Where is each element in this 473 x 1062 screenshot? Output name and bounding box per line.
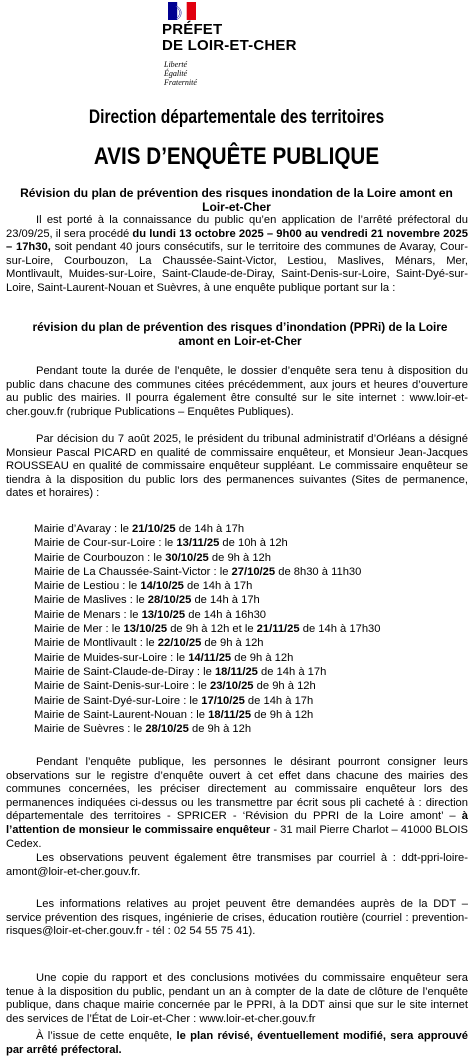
permanence-place: Mairie de Montlivault : le [34,637,158,650]
intro-text-1: Il est porté à la connaissance du public qu’en application de l’arrêté préfectoral du 23/09/25, il sera procédé [6,214,468,240]
marianne-flag-icon [168,2,196,20]
permanence-date: 14/10/25 [140,580,184,593]
permanence-time: de 9h à 12h [188,723,252,736]
informations-text: Les informations relatives au projet peuvent être demandées auprès de la DDT – service prévention des risques, ingénierie de crises, éducation routière (courriel : prevention-risques@loir-et-cher.gouv.fr - tél : 02 54 55 75 41). [6,898,468,938]
permanence-row [34,651,464,665]
permanence-row [34,565,464,579]
conclusion-text: À l’issue de cette enquête, [36,1030,177,1042]
permanence-date: 21/10/25 [132,523,176,535]
permanence-row [34,694,464,708]
intro-paragraph [6,214,468,296]
intro-dates: du lundi 13 octobre 2025 – 9h00 au vendredi 21 novembre 2025 – 17h30, [6,227,468,254]
motto-fraternite: Fraternité [164,78,197,87]
permanence-row [34,593,464,607]
permanence-place: Mairie de Maslives : le [34,594,148,607]
permanence-time: de 9h à 12h [201,637,264,650]
permanence-place: Mairie de Suèvres : le [34,723,146,736]
avis-title: AVIS D’ENQUÊTE PUBLIQUE [93,143,380,170]
permanence-date-2: 21/11/25 [256,623,300,636]
permanence-row [34,722,464,736]
rapport-paragraph [6,972,468,1026]
commissaire-text: Par décision du 7 août 2025, le président du tribunal administratif d’Orléans a désigné Monsieur Pascal PICARD en qualité de commissaire enquêteur, et Monsieur Jean-Jacques ROUSSEAU en qualité de commissaire enquêteur suppléant. Le commissaire enquêteur se tiendra à la disposition du public lors des permanences suivantes (Sites de permanence, dates et horaires) : [6,433,468,500]
permanence-date: 23/10/25 [209,680,254,693]
prefet-line2: DE LOIR-ET-CHER [162,37,297,54]
permanence-time-2: de 14h à 17h30 [299,623,381,636]
permanence-date: 30/10/25 [165,551,209,564]
conclusion-paragraph [6,1030,468,1057]
permanence-time: de 14h à 17h [244,694,314,707]
permanence-date: 14/11/25 [188,651,232,664]
prefecture-logo [162,2,312,92]
permanence-row [34,536,464,550]
revision-subtitle: Révision du plan de prévention des risques inondation de la Loire amont en Loir-et-Cher [20,186,453,214]
permanence-time: de 9h à 12h [253,680,316,693]
permanence-date: 28/10/25 [147,594,192,607]
permanence-time: de 14h à 16h30 [185,608,267,621]
permanence-date: 22/10/25 [157,637,202,650]
permanence-date: 13/10/25 [141,608,186,621]
motto-liberte: Liberté [164,60,188,69]
permanence-date: 18/11/25 [214,665,258,678]
permanence-row [34,551,464,565]
informations-paragraph [6,898,468,939]
permanence-time: de 14h à 17h [175,523,245,535]
permanence-row [34,522,464,536]
republic-motto [164,60,197,87]
permanence-date: 27/10/25 [231,565,276,578]
prefet-line1: PRÉFET [162,21,223,38]
dossier-paragraph [6,365,468,419]
observations-attention: à l’attention de monsieur le commissaire enquêteur [6,810,468,836]
permanence-row [34,622,464,636]
permanence-time: de 9h à 12h et le [167,623,257,636]
permanence-date: 17/10/25 [201,694,245,707]
enquete-object: révision du plan de prévention des risques d’inondation (PPRi) de la Loire amont en Loir-et-Cher [32,320,448,348]
intro-text-2: soit pendant 40 jours consécutifs, sur le territoire des communes de Avaray, Cour-sur-Loire, Courbouzon, La Chaussée-Saint-Victor, Lestiou, Maslives, Ménars, Mer, Montlivault, Muides-sur-Loire, Saint-Claude-de-Diray, Saint-Denis-sur-Loire, Saint-Dyé-sur-Loire, Saint-Laurent-Nouan et Suèvres, à une enquête publique portant sur la : [6,241,468,294]
courriel-paragraph [6,852,468,879]
permanence-row [34,708,464,722]
permanence-row [34,679,464,693]
permanence-place: Mairie de Saint-Denis-sur-Loire : le [34,680,210,693]
permanence-time: de 9h à 12h [208,551,271,564]
observations-text-1: Pendant l’enquête publique, les personnes le désirant pourront consigner leurs observations sur le registre d’enquête ouvert à cet effet dans chacune des mairies des communes concernées, les préciser directement au commissaire enquêteur lors des permanences indiquées ci-dessus ou les transmettre par écrit sous pli cacheté à : direction départementale des territoires - SPRICER - ‘Révision du PPRI de la Loire amont’ – [6,756,468,823]
permanence-row [34,608,464,622]
conclusion-bold: le plan révisé, éventuellement modifié, sera approuvé par arrêté préfectoral. [6,1030,468,1056]
permanence-date: 28/10/25 [145,723,189,736]
permanence-row [34,579,464,593]
permanence-row [34,665,464,679]
permanence-time: de 14h à 17h [183,580,253,593]
permanence-time: de 14h à 17h [191,594,260,607]
permanence-place: Mairie de Courbouzon : le [34,551,166,564]
prefet-label [162,22,297,54]
permanence-time: de 8h30 à 11h30 [275,565,362,578]
permanences-list [34,522,464,736]
permanence-place: Mairie de La Chaussée-Saint-Victor : le [34,565,232,578]
permanence-place: Mairie de Menars : le [34,608,142,621]
permanence-time: de 9h à 12h [231,651,294,664]
courriel-text: Les observations peuvent également être transmises par courriel à : ddt-ppri-loire-amont@loir-et-cher.gouv.fr. [6,852,468,878]
permanence-place: Mairie de Muides-sur-Loire : le [34,651,189,664]
permanence-date: 18/11/25 [208,708,252,721]
permanence-time: de 10h à 12h [219,537,288,550]
direction-title: Direction départementale des territoires [88,107,385,128]
permanence-time: de 14h à 17h [257,665,327,678]
rapport-text: Une copie du rapport et des conclusions motivées du commissaire enquêteur sera tenue à la disposition du public, pendant un an à compter de la date de clôture de l’enquête publique, dans chaque mairie concernée par le PPRI, à la DDT ainsi que sur le site internet des services de l’État de Loir-et-Cher : www.loir-et-cher.gouv.fr [6,972,468,1025]
permanence-row [34,636,464,650]
commissaire-paragraph [6,433,468,501]
permanence-place: Mairie d’Avaray : le [34,523,133,535]
permanence-place: Mairie de Lestiou : le [34,580,141,593]
permanence-place: Mairie de Saint-Dyé-sur-Loire : le [34,694,202,707]
motto-egalite: Égalité [164,69,188,78]
permanence-place: Mairie de Saint-Claude-de-Diray : le [34,665,215,678]
observations-paragraph [6,756,468,851]
dossier-text: Pendant toute la durée de l’enquête, le dossier d’enquête sera tenu à disposition du public dans chacune des communes citées précédemment, aux jours et heures d’ouverture au public des mairies. Il pourra également être consulté sur le site internet : www.loir-et-cher.gouv.fr (rubrique Publications – Enquêtes Publiques). [6,365,468,418]
observations-address: - 31 mail Pierre Charlot – 41000 BLOIS Cedex. [6,823,468,850]
permanence-place: Mairie de Mer : le [34,623,124,636]
permanence-date: 13/11/25 [176,537,220,550]
permanence-place: Mairie de Saint-Laurent-Nouan : le [34,708,209,721]
permanence-place: Mairie de Cour-sur-Loire : le [34,537,177,550]
permanence-time: de 9h à 12h [251,708,314,721]
permanence-date: 13/10/25 [123,623,168,636]
